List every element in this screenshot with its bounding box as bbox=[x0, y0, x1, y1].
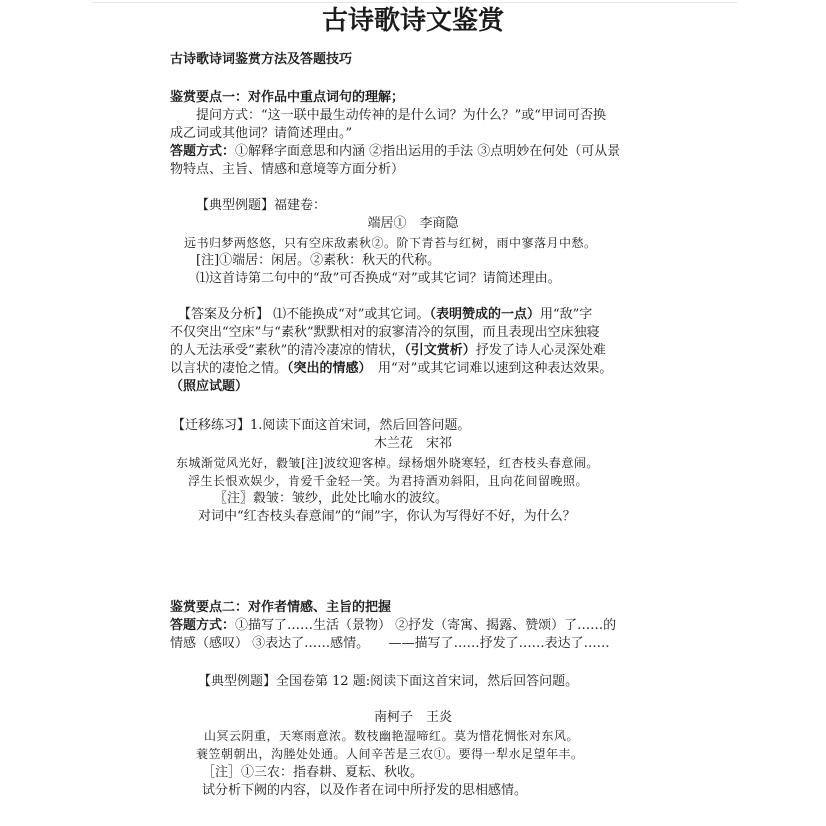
point1-question-line2: 成乙词或其他词？请简述理由。” bbox=[170, 126, 353, 141]
point1-method-line1 bbox=[170, 144, 620, 160]
example1-poem-title: 端居① 李商隐 bbox=[367, 216, 459, 231]
example1-poem-line: 远书归梦两悠悠，只有空床敌素秋②。阶下青苔与红树，雨中寥落月中愁。 bbox=[184, 236, 597, 250]
answer1-text-a: 【答案及分析】 ⑴不能换成“对”或其它词。 bbox=[178, 307, 430, 322]
answer1-tag-a: （表明赞成的一点） bbox=[429, 307, 540, 322]
practice-note: 〖注〗縠皱：皱纱，此处比喻水的波纹。 bbox=[214, 491, 449, 506]
point1-method-line2: 物特点、主旨、情感和意境等方面分析） bbox=[170, 162, 405, 177]
answer1-text-c: 的人无法承受“素秋”的清冷凄凉的情状， bbox=[170, 343, 405, 358]
answer1-line5: （照应试题） bbox=[170, 379, 249, 394]
answer1-text-b: 用“敌”字 bbox=[539, 307, 593, 322]
answer1-text-f: 用“对”或其它词难以速到这种表达效果。 bbox=[365, 361, 613, 376]
page-title: 古诗歌诗文鉴赏 bbox=[321, 6, 504, 36]
practice-label: 【迁移练习】1.阅读下面这首宋词，然后回答问题。 bbox=[172, 418, 471, 433]
answer1-text-e: 以言状的凄怆之情。 bbox=[170, 361, 288, 376]
practice-poem-line1: 东城渐觉风光好，縠皱[注]波纹迎客棹。绿杨烟外晓寒轻，红杏枝头春意闹。 bbox=[176, 456, 599, 470]
answer1-line4 bbox=[170, 361, 612, 377]
example2-label: 【典型例题】全国卷第 12 题:阅读下面这首宋词，然后回答问题。 bbox=[198, 674, 579, 689]
answer1-tag-b: （引文赏析） bbox=[404, 343, 476, 358]
example2-question: 试分析下阙的内容，以及作者在词中所抒发的思相感情。 bbox=[202, 783, 528, 798]
point1-heading: 鉴赏要点一：对作品中重点词句的理解； bbox=[170, 90, 405, 105]
practice-poem-title: 木兰花 宋祁 bbox=[373, 436, 452, 451]
answer1-line1 bbox=[178, 307, 592, 323]
answer1-line2: 不仅突出“空床”与“素秋”默默相对的寂寥清冷的氛围，而且表现出空床独寝 bbox=[170, 325, 600, 340]
practice-question: 对词中“红杏枝头春意闹”的“闹”字，你认为写得好不好，为什么？ bbox=[198, 509, 576, 524]
page-top-edge bbox=[92, 2, 737, 3]
answer1-line3 bbox=[170, 343, 606, 359]
example2-poem-line1: 山冥云阴重，天寒雨意浓。数枝幽艳湿啼红。莫为惜花惆怅对东风。 bbox=[204, 729, 580, 743]
method-text-2: ①描写了……生活（景物） ②抒发（寄寓、揭露、赞颂）了……的 bbox=[235, 618, 617, 633]
method-label: 答题方式： bbox=[170, 144, 236, 159]
practice-poem-line2: 浮生长恨欢娱少，肯爱千金轻一笑。为君持酒劝斜阳，且向花间留晚照。 bbox=[188, 474, 589, 488]
point1-question-line1: 提问方式：“这一联中最生动传神的是什么词？为什么？”或“甲词可否换 bbox=[196, 108, 606, 123]
example2-note: ［注］①三农：指春耕、夏耘、秋收。 bbox=[202, 765, 424, 780]
section-subtitle: 古诗歌诗词鉴赏方法及答题技巧 bbox=[170, 52, 353, 67]
answer1-text-d: 抒发了诗人心灵深处难 bbox=[475, 343, 606, 358]
example2-poem-title: 南柯子 王炎 bbox=[373, 710, 452, 725]
point2-method-line2: 情感（感叹） ③表达了……感情。 ——描写了……抒发了……表达了…… bbox=[170, 636, 610, 651]
method-label-2: 答题方式： bbox=[170, 618, 236, 633]
point2-heading: 鉴赏要点二：对作者情感、主旨的把握 bbox=[170, 600, 392, 615]
example2-poem-line2: 蓑笠朝朝出，沟塍处处通。人间辛苦是三农①。要得一犁水足望年丰。 bbox=[196, 747, 584, 761]
example1-note: [注]①端居：闲居。②素秋：秋天的代称。 bbox=[196, 253, 441, 268]
example1-question: ⑴这首诗第二句中的“敌”可否换成“对”或其它词？请简述理由。 bbox=[196, 271, 561, 286]
answer1-tag-c: （突出的情感） bbox=[287, 361, 366, 376]
point2-method-line1 bbox=[170, 618, 616, 634]
method-text: ①解释字面意思和内涵 ②指出运用的手法 ③点明妙在何处（可从景 bbox=[235, 144, 621, 159]
example1-label: 【典型例题】福建卷： bbox=[196, 198, 327, 213]
